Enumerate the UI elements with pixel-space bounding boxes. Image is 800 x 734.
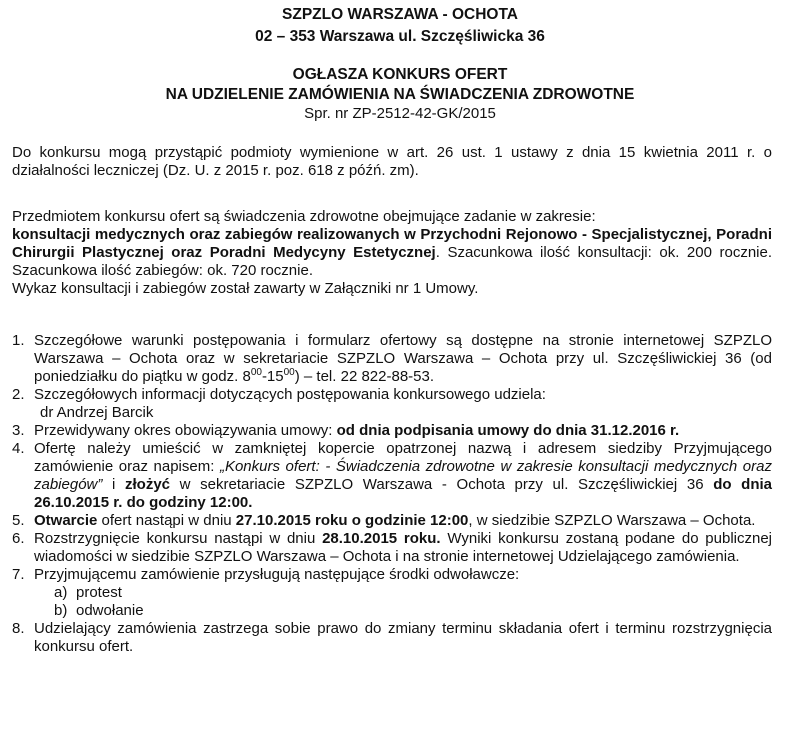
- item-number: 4.: [12, 440, 25, 457]
- list-item-1: [12, 332, 772, 386]
- announce-title: OGŁASZA KONKURS OFERT: [292, 66, 508, 83]
- sub-item-letter: b): [54, 602, 68, 619]
- list-item-3: [12, 422, 772, 440]
- item-1-phone: ) – tel. 22 822-88-53.: [294, 368, 435, 385]
- sub-item-text: odwołanie: [76, 602, 144, 619]
- intro-paragraph: Do konkursu mogą przystąpić podmioty wymienione w art. 26 ust. 1 ustawy z dnia 15 kwietnia 2011 r. o działalności leczniczej (Dz. U. z 2015 r. poz. 618 z późń. zm).: [12, 144, 772, 179]
- item-3-text: Przewidywany okres obowiązywania umowy:: [34, 422, 337, 439]
- list-item-6: [12, 530, 772, 566]
- item-4-and: i: [102, 476, 125, 493]
- item-5-text: ofert nastąpi w dniu: [97, 512, 236, 529]
- item-number: 3.: [12, 422, 25, 439]
- org-name: SZPZLO WARSZAWA - OCHOTA: [282, 6, 518, 23]
- item-4-submit: złożyć: [125, 476, 171, 493]
- list-item-7: [12, 566, 772, 620]
- item-5-place: , w siedzibie SZPZLO Warszawa – Ochota.: [468, 512, 756, 529]
- subject-paragraph: [12, 208, 772, 298]
- appeal-options: [34, 584, 772, 620]
- item-6-results: Wyniki konkursu zostaną podane do publicznej wiadomości w siedzibie SZPZLO Warszawa – Ochota i na stronie internetowej Udzielającego zamówienia.: [34, 530, 773, 565]
- item-number: 6.: [12, 530, 25, 547]
- subject-scope-dot: .: [435, 244, 440, 261]
- item-2-text: Szczegółowych informacji dotyczących postępowania konkursowego udziela:: [34, 386, 546, 403]
- item-4-text: Ofertę należy umieścić w zamkniętej kopercie opatrzonej nazwą i adresem siedziby Przyjmującego zamówienie oraz napisem:: [34, 440, 772, 475]
- conditions-list: [12, 332, 772, 656]
- appeal-option-odwolanie: [54, 602, 772, 620]
- item-1-sup-start: 00: [250, 367, 262, 378]
- announce-subtitle: NA UDZIELENIE ZAMÓWIENIA NA ŚWIADCZENIA ZDROWOTNE: [165, 86, 635, 103]
- list-item-4: [12, 440, 772, 512]
- subject-scope-bold: konsultacji medycznych oraz zabiegów realizowanych w Przychodni Rejonowo - Specjalistycznej, Poradni Chirurgii Plastycznej oraz Poradni Medycyny Estetycznej: [12, 226, 772, 261]
- list-item-5: [12, 512, 772, 530]
- item-2-contact: dr Andrzej Barcik: [40, 404, 154, 421]
- item-6-text: Rozstrzygnięcie konkursu nastąpi w dniu: [34, 530, 323, 547]
- item-4-label: „Konkurs ofert: - Świadczenia zdrowotne w zakresie konsultacji medycznych oraz zabiegów”: [34, 458, 772, 493]
- item-3-period: od dnia podpisania umowy do dnia 31.12.2016 r.: [336, 422, 680, 439]
- item-1-hours: -15: [261, 368, 284, 385]
- item-7-text: Przyjmującemu zamówienie przysługują następujące środki odwoławcze:: [34, 566, 520, 583]
- wykaz-text: Wykaz konsultacji i zabiegów został zawarty w Załączniki nr 1 Umowy.: [12, 280, 479, 297]
- item-number: 1.: [12, 332, 25, 349]
- subject-scope: [12, 226, 772, 280]
- sub-item-text: protest: [76, 584, 122, 601]
- item-number: 2.: [12, 386, 25, 403]
- item-5-date: 27.10.2015 roku o godzinie 12:00: [235, 512, 469, 529]
- item-number: 8.: [12, 620, 25, 637]
- subject-lead: Przedmiotem konkursu ofert są świadczenia zdrowotne obejmujące zadanie w zakresie:: [12, 208, 596, 225]
- item-5-opening: Otwarcie: [34, 512, 98, 529]
- sub-item-letter: a): [54, 584, 68, 601]
- item-number: 7.: [12, 566, 25, 583]
- item-8-text: Udzielający zamówienia zastrzega sobie prawo do zmiany terminu składania ofert i terminu rozstrzygnięcia konkursu ofert.: [34, 620, 772, 655]
- org-address: 02 – 353 Warszawa ul. Szczęśliwicka 36: [255, 28, 545, 45]
- item-4-place: w sekretariacie SZPZLO Warszawa - Ochota przy ul. Szczęśliwickiej 36: [170, 476, 714, 493]
- item-1-sup-end: 00: [283, 367, 295, 378]
- appeal-option-protest: [54, 584, 772, 602]
- reference-number: Spr. nr ZP-2512-42-GK/2015: [304, 105, 496, 122]
- list-item-8: [12, 620, 772, 656]
- item-1-text: Szczegółowe warunki postępowania i formularz ofertowy są dostępne na stronie internetowej SZPZLO Warszawa – Ochota oraz w sekretariacie SZPZLO Warszawa – Ochota przy ul. Szczęśliwickiej 36 (od poniedziałku do piątku w godz. 8: [34, 332, 772, 385]
- item-6-date: 28.10.2015 roku.: [322, 530, 441, 547]
- item-4-deadline: do dnia 26.10.2015 r. do godziny 12:00.: [34, 476, 772, 511]
- item-number: 5.: [12, 512, 25, 529]
- list-item-2: [12, 386, 772, 422]
- estimate-text: Szacunkowa ilość konsultacji: ok. 200 rocznie. Szacunkowa ilość zabiegów: ok. 720 rocznie.: [12, 244, 773, 279]
